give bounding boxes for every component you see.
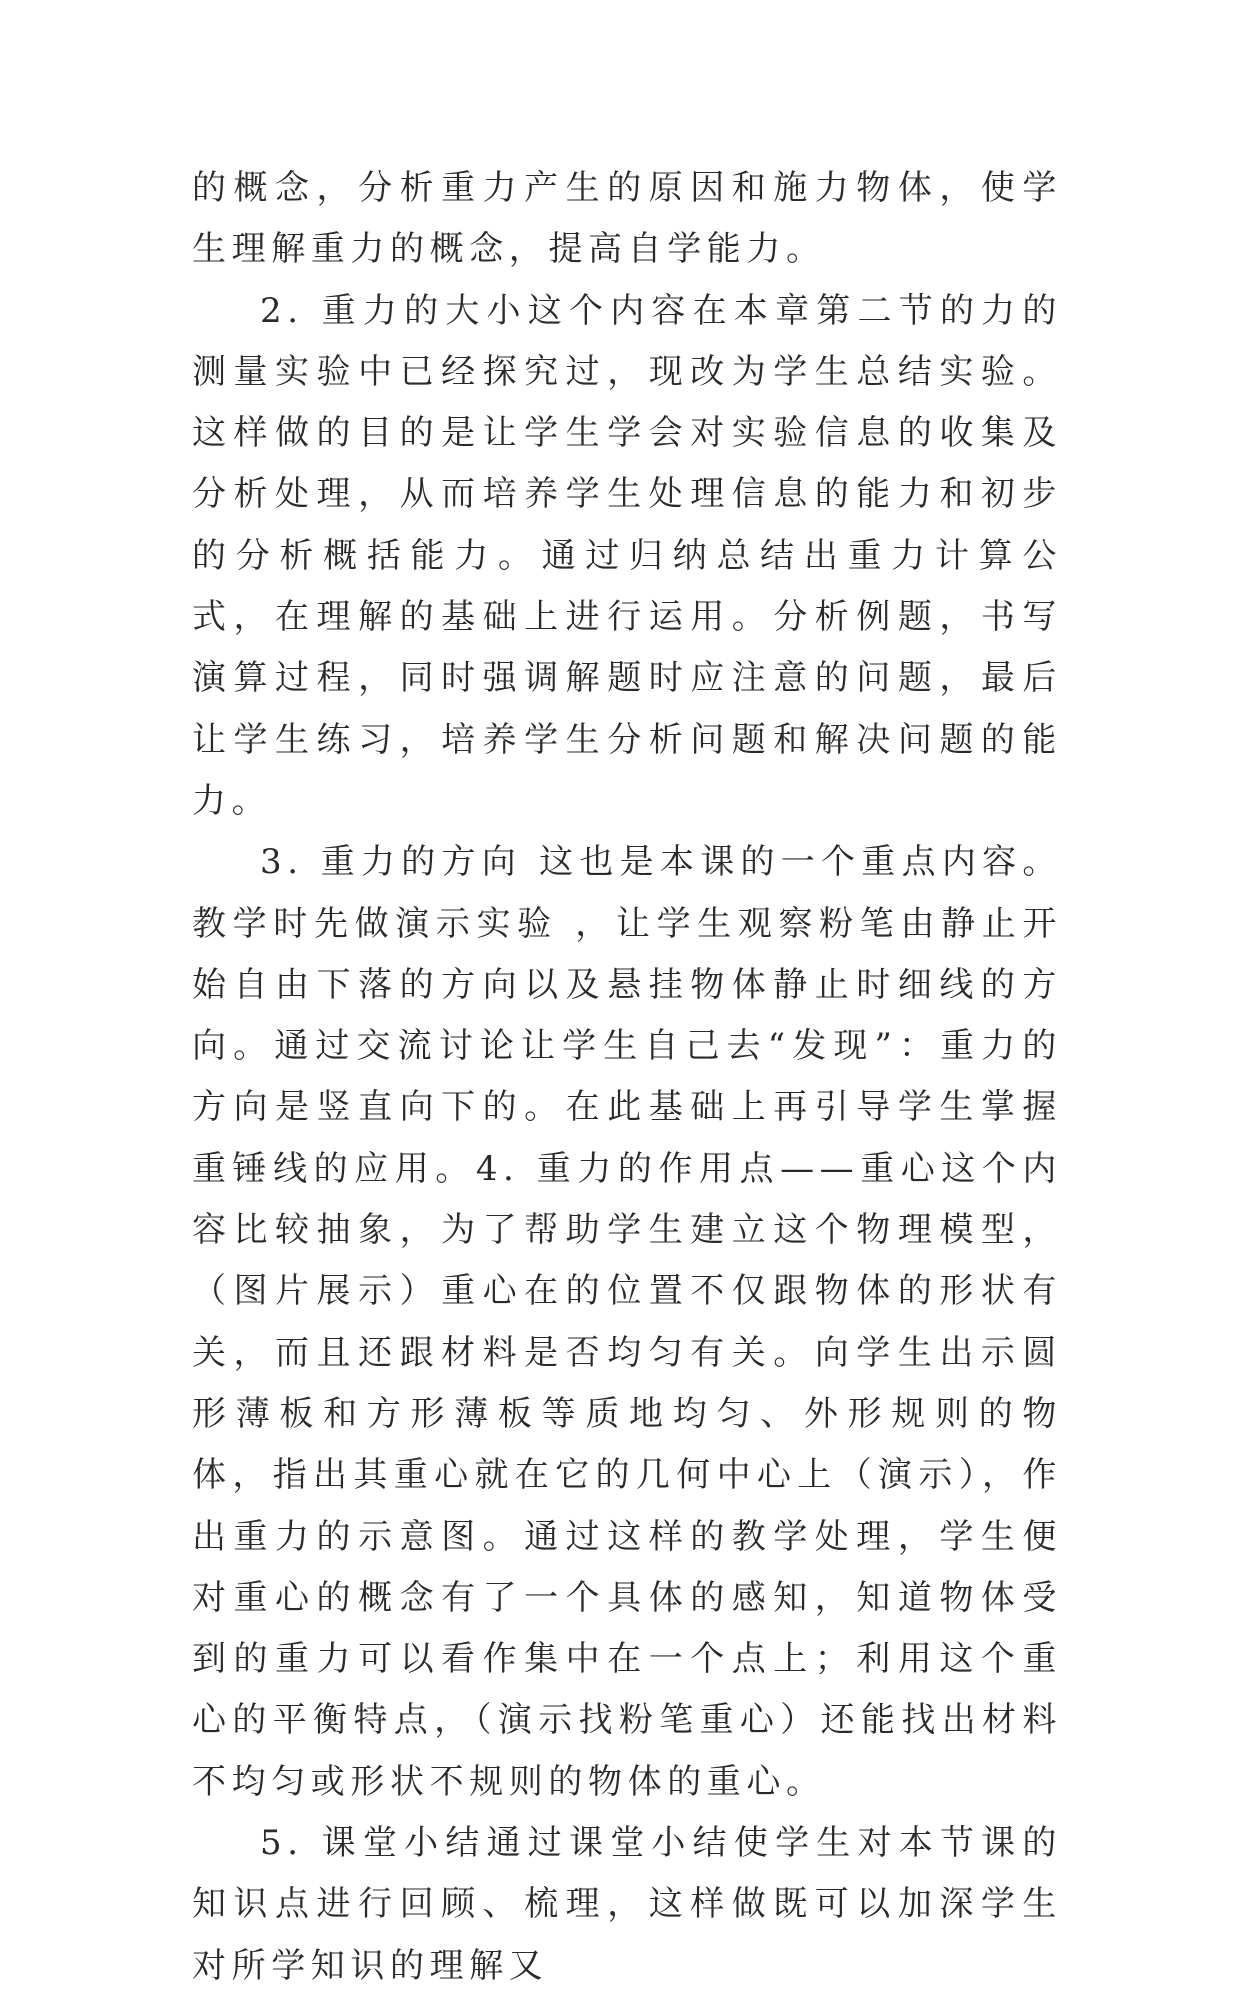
paragraph-class-summary: 5. 课堂小结通过课堂小结使学生对本节课的知识点进行回顾、梳理，这样做既可以加深学生对所学知识的理解又 xyxy=(192,1823,1062,1986)
body-text xyxy=(192,158,1062,1997)
paragraph-gravity-direction: 3. 重力的方向 这也是本课的一个重点内容。教学时先做演示实验 ，让学生观察粉笔由静止开始自由下落的方向以及悬挂物体静止时细线的方向。通过交流讨论让学生自己去“发现”：重力的方向是竖直向下的。在此基础上再引导学生掌握重锤线的应用。4. 重力的作用点——重心这个内容比较抽象，为了帮助学生建立这个物理模型，（图片展示）重心在的位置不仅跟物体的形状有关，而且还跟材料是否均匀有关。向学生出示圆形薄板和方形薄板等质地均匀、外形规则的物体，指出其重心就在它的几何中心上（演示），作出重力的示意图。通过这样的教学处理，学生便对重心的概念有了一个具体的感知，知道物体受到的重力可以看作集中在一个点上；利用这个重心的平衡特点，（演示找粉笔重心）还能找出材料不均匀或形状不规则的物体的重心。 xyxy=(192,842,1062,1802)
paragraph-gravity-magnitude: 2. 重力的大小这个内容在本章第二节的力的测量实验中已经探究过，现改为学生总结实验。这样做的目的是让学生学会对实验信息的收集及分析处理，从而培养学生处理信息的能力和初步的分析概括能力。通过归纳总结出重力计算公式，在理解的基础上进行运用。分析例题，书写演算过程，同时强调解题时应注意的问题，最后让学生练习，培养学生分析问题和解决问题的能力。 xyxy=(192,290,1062,821)
paragraph-gravity-concept: 的概念，分析重力产生的原因和施力物体，使学生理解重力的概念，提高自学能力。 xyxy=(192,168,1062,270)
